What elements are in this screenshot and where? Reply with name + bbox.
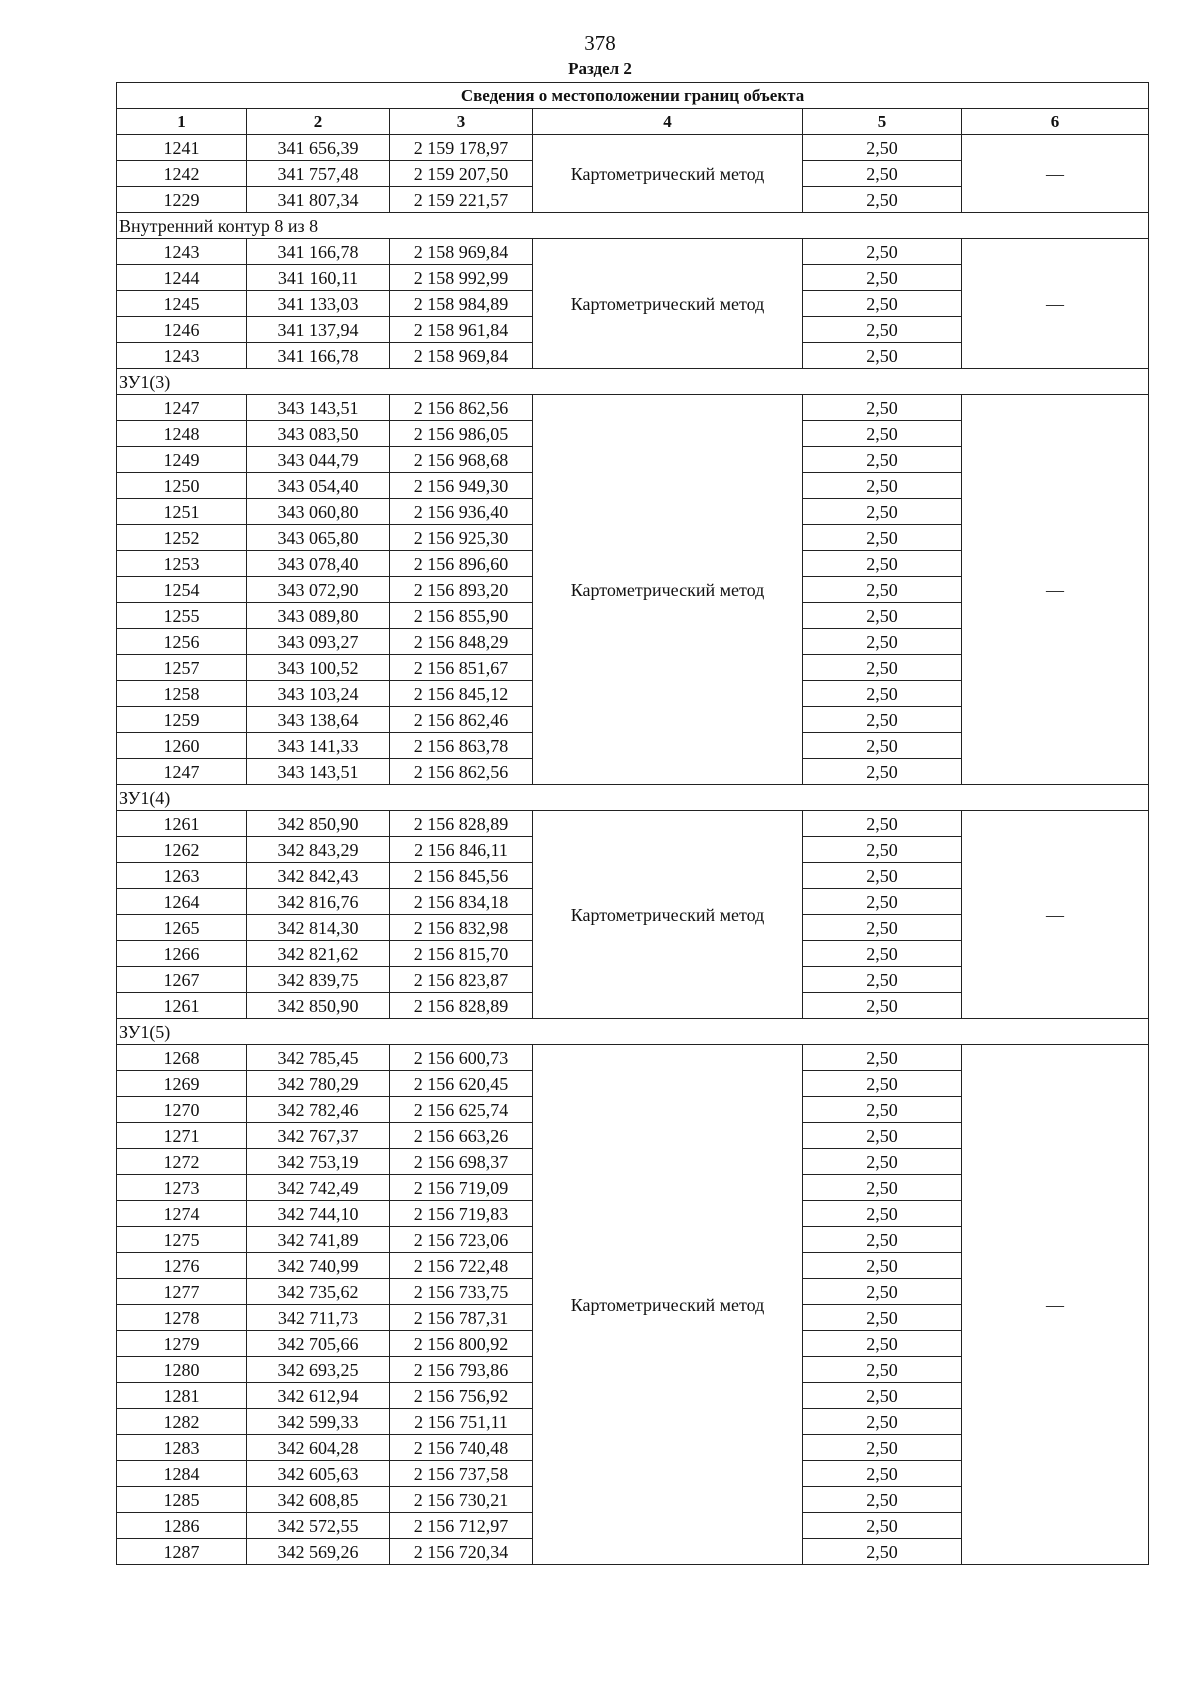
coord-y: 2 158 992,99 bbox=[390, 265, 533, 291]
accuracy: 2,50 bbox=[803, 889, 962, 915]
table-caption: Сведения о местоположении границ объекта bbox=[117, 83, 1149, 109]
coord-x: 342 705,66 bbox=[247, 1331, 390, 1357]
coord-x: 341 133,03 bbox=[247, 291, 390, 317]
coord-y: 2 156 698,37 bbox=[390, 1149, 533, 1175]
accuracy: 2,50 bbox=[803, 1097, 962, 1123]
accuracy: 2,50 bbox=[803, 863, 962, 889]
coord-y: 2 156 828,89 bbox=[390, 993, 533, 1019]
coord-y: 2 156 756,92 bbox=[390, 1383, 533, 1409]
point-number: 1247 bbox=[117, 395, 247, 421]
accuracy: 2,50 bbox=[803, 629, 962, 655]
coord-y: 2 158 984,89 bbox=[390, 291, 533, 317]
coord-y: 2 156 851,67 bbox=[390, 655, 533, 681]
coord-x: 342 780,29 bbox=[247, 1071, 390, 1097]
accuracy: 2,50 bbox=[803, 1435, 962, 1461]
coord-x: 342 569,26 bbox=[247, 1539, 390, 1565]
point-number: 1268 bbox=[117, 1045, 247, 1071]
point-number: 1266 bbox=[117, 941, 247, 967]
accuracy: 2,50 bbox=[803, 291, 962, 317]
point-number: 1251 bbox=[117, 499, 247, 525]
accuracy: 2,50 bbox=[803, 1357, 962, 1383]
point-number: 1263 bbox=[117, 863, 247, 889]
column-6-dash: — bbox=[962, 135, 1149, 213]
coord-x: 343 143,51 bbox=[247, 395, 390, 421]
accuracy: 2,50 bbox=[803, 1149, 962, 1175]
coord-x: 342 605,63 bbox=[247, 1461, 390, 1487]
coord-y: 2 156 848,29 bbox=[390, 629, 533, 655]
coord-y: 2 156 828,89 bbox=[390, 811, 533, 837]
accuracy: 2,50 bbox=[803, 239, 962, 265]
accuracy: 2,50 bbox=[803, 447, 962, 473]
coord-x: 343 065,80 bbox=[247, 525, 390, 551]
coord-x: 342 572,55 bbox=[247, 1513, 390, 1539]
accuracy: 2,50 bbox=[803, 1175, 962, 1201]
point-number: 1275 bbox=[117, 1227, 247, 1253]
coord-y: 2 156 737,58 bbox=[390, 1461, 533, 1487]
coord-x: 342 604,28 bbox=[247, 1435, 390, 1461]
coord-x: 343 054,40 bbox=[247, 473, 390, 499]
accuracy: 2,50 bbox=[803, 967, 962, 993]
point-number: 1261 bbox=[117, 811, 247, 837]
coord-x: 342 735,62 bbox=[247, 1279, 390, 1305]
coord-y: 2 156 949,30 bbox=[390, 473, 533, 499]
coord-y: 2 156 846,11 bbox=[390, 837, 533, 863]
group-label: ЗУ1(3) bbox=[117, 369, 1149, 395]
coord-y: 2 156 862,56 bbox=[390, 395, 533, 421]
point-number: 1280 bbox=[117, 1357, 247, 1383]
coord-x: 343 143,51 bbox=[247, 759, 390, 785]
group-label-row bbox=[117, 1019, 1149, 1045]
point-number: 1255 bbox=[117, 603, 247, 629]
coord-y: 2 158 961,84 bbox=[390, 317, 533, 343]
coord-x: 341 656,39 bbox=[247, 135, 390, 161]
coord-x: 342 814,30 bbox=[247, 915, 390, 941]
accuracy: 2,50 bbox=[803, 1045, 962, 1071]
accuracy: 2,50 bbox=[803, 1383, 962, 1409]
coord-x: 343 093,27 bbox=[247, 629, 390, 655]
point-number: 1243 bbox=[117, 239, 247, 265]
accuracy: 2,50 bbox=[803, 993, 962, 1019]
coord-y: 2 156 986,05 bbox=[390, 421, 533, 447]
coord-x: 342 850,90 bbox=[247, 811, 390, 837]
accuracy: 2,50 bbox=[803, 733, 962, 759]
coord-x: 342 753,19 bbox=[247, 1149, 390, 1175]
coord-y: 2 156 862,46 bbox=[390, 707, 533, 733]
point-number: 1264 bbox=[117, 889, 247, 915]
coord-x: 342 842,43 bbox=[247, 863, 390, 889]
accuracy: 2,50 bbox=[803, 811, 962, 837]
accuracy: 2,50 bbox=[803, 1409, 962, 1435]
method-cell: Картометрический метод bbox=[533, 239, 803, 369]
coord-x: 341 807,34 bbox=[247, 187, 390, 213]
point-number: 1287 bbox=[117, 1539, 247, 1565]
coord-x: 342 782,46 bbox=[247, 1097, 390, 1123]
point-number: 1254 bbox=[117, 577, 247, 603]
accuracy: 2,50 bbox=[803, 265, 962, 291]
coord-x: 343 044,79 bbox=[247, 447, 390, 473]
accuracy: 2,50 bbox=[803, 499, 962, 525]
accuracy: 2,50 bbox=[803, 1227, 962, 1253]
coord-x: 343 141,33 bbox=[247, 733, 390, 759]
coord-y: 2 158 969,84 bbox=[390, 239, 533, 265]
method-cell: Картометрический метод bbox=[533, 135, 803, 213]
table-row bbox=[117, 1045, 1149, 1071]
coord-y: 2 156 896,60 bbox=[390, 551, 533, 577]
coord-y: 2 156 625,74 bbox=[390, 1097, 533, 1123]
accuracy: 2,50 bbox=[803, 1279, 962, 1305]
coord-x: 342 608,85 bbox=[247, 1487, 390, 1513]
accuracy: 2,50 bbox=[803, 135, 962, 161]
point-number: 1267 bbox=[117, 967, 247, 993]
group-label: Внутренний контур 8 из 8 bbox=[117, 213, 1149, 239]
accuracy: 2,50 bbox=[803, 1487, 962, 1513]
point-number: 1286 bbox=[117, 1513, 247, 1539]
column-header: 1 bbox=[117, 109, 247, 135]
coord-y: 2 156 845,56 bbox=[390, 863, 533, 889]
point-number: 1241 bbox=[117, 135, 247, 161]
coord-y: 2 156 663,26 bbox=[390, 1123, 533, 1149]
coord-y: 2 156 925,30 bbox=[390, 525, 533, 551]
coord-y: 2 156 730,21 bbox=[390, 1487, 533, 1513]
point-number: 1281 bbox=[117, 1383, 247, 1409]
coord-y: 2 156 800,92 bbox=[390, 1331, 533, 1357]
coord-y: 2 156 815,70 bbox=[390, 941, 533, 967]
accuracy: 2,50 bbox=[803, 941, 962, 967]
column-header: 3 bbox=[390, 109, 533, 135]
point-number: 1260 bbox=[117, 733, 247, 759]
method-cell: Картометрический метод bbox=[533, 395, 803, 785]
column-6-dash: — bbox=[962, 239, 1149, 369]
column-6-dash: — bbox=[962, 1045, 1149, 1565]
coord-y: 2 156 733,75 bbox=[390, 1279, 533, 1305]
point-number: 1242 bbox=[117, 161, 247, 187]
accuracy: 2,50 bbox=[803, 681, 962, 707]
page-number: 378 bbox=[584, 31, 616, 55]
point-number: 1259 bbox=[117, 707, 247, 733]
coord-y: 2 156 823,87 bbox=[390, 967, 533, 993]
point-number: 1249 bbox=[117, 447, 247, 473]
boundary-coordinates-table bbox=[116, 82, 1149, 1565]
coord-x: 343 138,64 bbox=[247, 707, 390, 733]
point-number: 1277 bbox=[117, 1279, 247, 1305]
point-number: 1243 bbox=[117, 343, 247, 369]
coord-x: 342 740,99 bbox=[247, 1253, 390, 1279]
point-number: 1265 bbox=[117, 915, 247, 941]
point-number: 1229 bbox=[117, 187, 247, 213]
accuracy: 2,50 bbox=[803, 317, 962, 343]
accuracy: 2,50 bbox=[803, 1539, 962, 1565]
column-6-dash: — bbox=[962, 811, 1149, 1019]
point-number: 1270 bbox=[117, 1097, 247, 1123]
point-number: 1250 bbox=[117, 473, 247, 499]
coord-y: 2 156 968,68 bbox=[390, 447, 533, 473]
coord-y: 2 156 834,18 bbox=[390, 889, 533, 915]
coord-x: 341 166,78 bbox=[247, 343, 390, 369]
point-number: 1261 bbox=[117, 993, 247, 1019]
accuracy: 2,50 bbox=[803, 1513, 962, 1539]
method-cell: Картометрический метод bbox=[533, 1045, 803, 1565]
coord-x: 342 612,94 bbox=[247, 1383, 390, 1409]
point-number: 1279 bbox=[117, 1331, 247, 1357]
column-6-dash: — bbox=[962, 395, 1149, 785]
point-number: 1244 bbox=[117, 265, 247, 291]
coord-y: 2 156 719,83 bbox=[390, 1201, 533, 1227]
coord-x: 342 839,75 bbox=[247, 967, 390, 993]
point-number: 1278 bbox=[117, 1305, 247, 1331]
accuracy: 2,50 bbox=[803, 1071, 962, 1097]
coord-y: 2 156 719,09 bbox=[390, 1175, 533, 1201]
accuracy: 2,50 bbox=[803, 655, 962, 681]
coord-x: 342 816,76 bbox=[247, 889, 390, 915]
point-number: 1258 bbox=[117, 681, 247, 707]
coord-x: 341 137,94 bbox=[247, 317, 390, 343]
coord-y: 2 156 720,34 bbox=[390, 1539, 533, 1565]
table-body bbox=[117, 135, 1149, 1565]
group-label-row bbox=[117, 785, 1149, 811]
coord-x: 342 599,33 bbox=[247, 1409, 390, 1435]
accuracy: 2,50 bbox=[803, 915, 962, 941]
coord-x: 343 078,40 bbox=[247, 551, 390, 577]
point-number: 1272 bbox=[117, 1149, 247, 1175]
coord-y: 2 156 722,48 bbox=[390, 1253, 533, 1279]
coord-y: 2 156 832,98 bbox=[390, 915, 533, 941]
coord-y: 2 156 751,11 bbox=[390, 1409, 533, 1435]
coord-x: 342 821,62 bbox=[247, 941, 390, 967]
coord-x: 341 757,48 bbox=[247, 161, 390, 187]
accuracy: 2,50 bbox=[803, 161, 962, 187]
point-number: 1271 bbox=[117, 1123, 247, 1149]
point-number: 1246 bbox=[117, 317, 247, 343]
point-number: 1257 bbox=[117, 655, 247, 681]
accuracy: 2,50 bbox=[803, 1331, 962, 1357]
column-header: 4 bbox=[533, 109, 803, 135]
point-number: 1253 bbox=[117, 551, 247, 577]
point-number: 1283 bbox=[117, 1435, 247, 1461]
coord-x: 342 785,45 bbox=[247, 1045, 390, 1071]
coord-y: 2 156 600,73 bbox=[390, 1045, 533, 1071]
coord-y: 2 156 740,48 bbox=[390, 1435, 533, 1461]
coord-y: 2 156 893,20 bbox=[390, 577, 533, 603]
coord-x: 342 843,29 bbox=[247, 837, 390, 863]
point-number: 1262 bbox=[117, 837, 247, 863]
point-number: 1285 bbox=[117, 1487, 247, 1513]
point-number: 1252 bbox=[117, 525, 247, 551]
coord-x: 342 850,90 bbox=[247, 993, 390, 1019]
coord-y: 2 159 178,97 bbox=[390, 135, 533, 161]
coord-y: 2 156 936,40 bbox=[390, 499, 533, 525]
coord-x: 341 160,11 bbox=[247, 265, 390, 291]
table-header-row bbox=[117, 109, 1149, 135]
accuracy: 2,50 bbox=[803, 837, 962, 863]
coord-y: 2 156 855,90 bbox=[390, 603, 533, 629]
point-number: 1284 bbox=[117, 1461, 247, 1487]
coord-x: 341 166,78 bbox=[247, 239, 390, 265]
coord-y: 2 156 723,06 bbox=[390, 1227, 533, 1253]
group-label-row bbox=[117, 369, 1149, 395]
accuracy: 2,50 bbox=[803, 759, 962, 785]
table-row bbox=[117, 135, 1149, 161]
coord-y: 2 156 845,12 bbox=[390, 681, 533, 707]
accuracy: 2,50 bbox=[803, 1201, 962, 1227]
coord-x: 343 103,24 bbox=[247, 681, 390, 707]
coord-x: 342 742,49 bbox=[247, 1175, 390, 1201]
table-row bbox=[117, 811, 1149, 837]
accuracy: 2,50 bbox=[803, 707, 962, 733]
accuracy: 2,50 bbox=[803, 577, 962, 603]
coord-y: 2 159 221,57 bbox=[390, 187, 533, 213]
coord-y: 2 156 862,56 bbox=[390, 759, 533, 785]
group-label: ЗУ1(4) bbox=[117, 785, 1149, 811]
point-number: 1273 bbox=[117, 1175, 247, 1201]
coord-y: 2 159 207,50 bbox=[390, 161, 533, 187]
coord-x: 342 767,37 bbox=[247, 1123, 390, 1149]
accuracy: 2,50 bbox=[803, 1123, 962, 1149]
accuracy: 2,50 bbox=[803, 551, 962, 577]
coord-y: 2 156 620,45 bbox=[390, 1071, 533, 1097]
accuracy: 2,50 bbox=[803, 187, 962, 213]
coord-x: 342 693,25 bbox=[247, 1357, 390, 1383]
accuracy: 2,50 bbox=[803, 525, 962, 551]
column-header: 6 bbox=[962, 109, 1149, 135]
point-number: 1247 bbox=[117, 759, 247, 785]
accuracy: 2,50 bbox=[803, 603, 962, 629]
section-label: Раздел 2 bbox=[568, 59, 632, 78]
coord-x: 343 083,50 bbox=[247, 421, 390, 447]
table-row bbox=[117, 395, 1149, 421]
accuracy: 2,50 bbox=[803, 421, 962, 447]
accuracy: 2,50 bbox=[803, 1253, 962, 1279]
coord-y: 2 156 863,78 bbox=[390, 733, 533, 759]
method-cell: Картометрический метод bbox=[533, 811, 803, 1019]
accuracy: 2,50 bbox=[803, 395, 962, 421]
coord-x: 342 741,89 bbox=[247, 1227, 390, 1253]
coord-x: 343 100,52 bbox=[247, 655, 390, 681]
point-number: 1276 bbox=[117, 1253, 247, 1279]
point-number: 1256 bbox=[117, 629, 247, 655]
point-number: 1269 bbox=[117, 1071, 247, 1097]
coord-y: 2 158 969,84 bbox=[390, 343, 533, 369]
coord-x: 342 711,73 bbox=[247, 1305, 390, 1331]
coord-y: 2 156 793,86 bbox=[390, 1357, 533, 1383]
coord-x: 342 744,10 bbox=[247, 1201, 390, 1227]
point-number: 1248 bbox=[117, 421, 247, 447]
coord-y: 2 156 712,97 bbox=[390, 1513, 533, 1539]
column-header: 2 bbox=[247, 109, 390, 135]
coord-x: 343 089,80 bbox=[247, 603, 390, 629]
accuracy: 2,50 bbox=[803, 473, 962, 499]
group-label: ЗУ1(5) bbox=[117, 1019, 1149, 1045]
coord-x: 343 060,80 bbox=[247, 499, 390, 525]
accuracy: 2,50 bbox=[803, 1461, 962, 1487]
group-label-row bbox=[117, 213, 1149, 239]
table-row bbox=[117, 239, 1149, 265]
accuracy: 2,50 bbox=[803, 1305, 962, 1331]
accuracy: 2,50 bbox=[803, 343, 962, 369]
column-header: 5 bbox=[803, 109, 962, 135]
point-number: 1274 bbox=[117, 1201, 247, 1227]
coord-y: 2 156 787,31 bbox=[390, 1305, 533, 1331]
point-number: 1282 bbox=[117, 1409, 247, 1435]
coord-x: 343 072,90 bbox=[247, 577, 390, 603]
point-number: 1245 bbox=[117, 291, 247, 317]
